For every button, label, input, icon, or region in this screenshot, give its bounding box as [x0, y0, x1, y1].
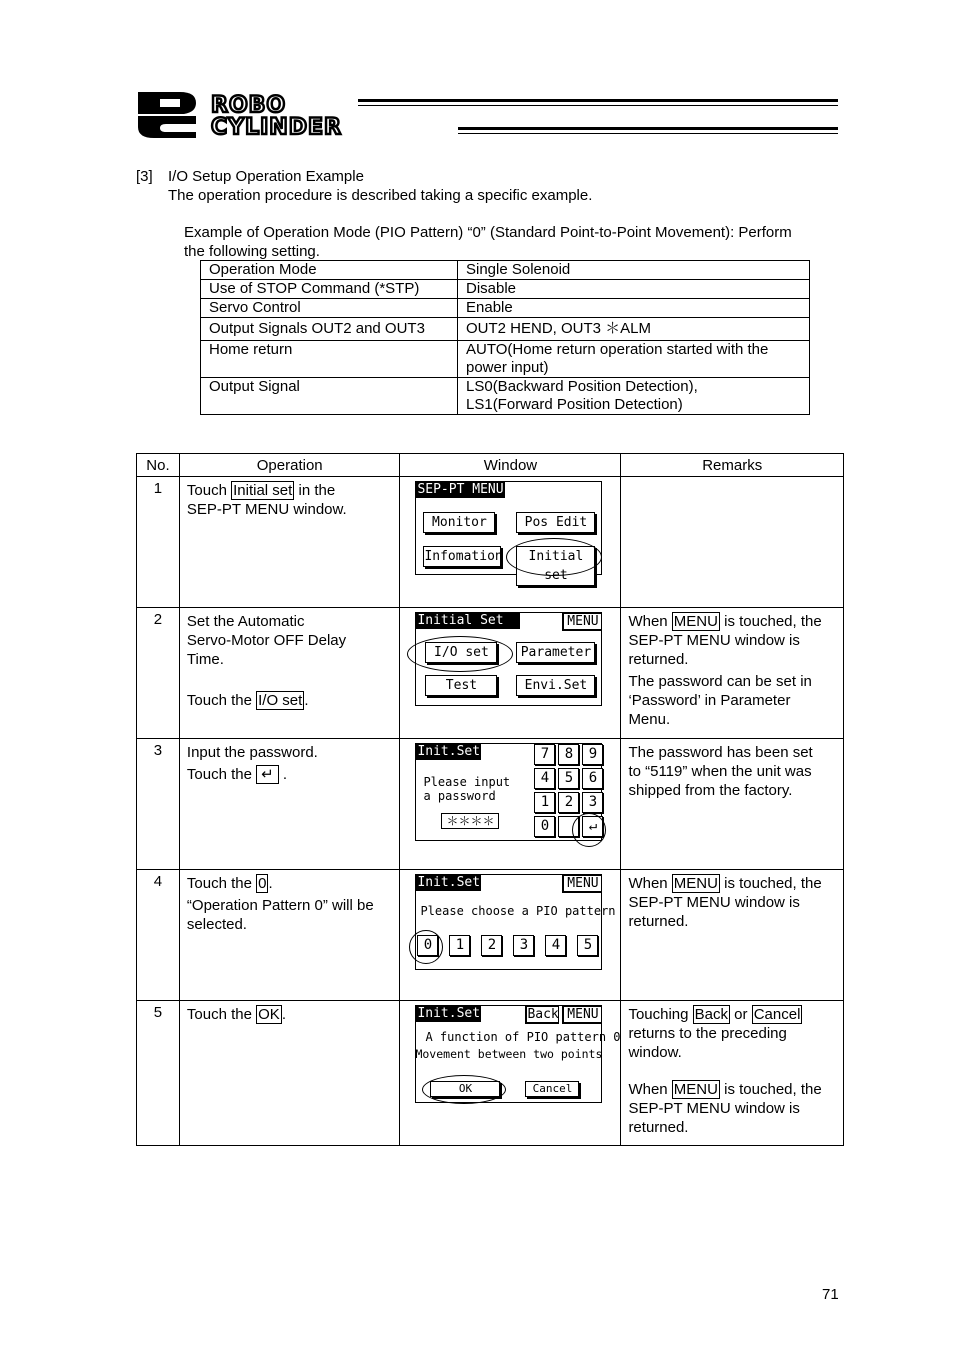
remarks-cell — [621, 739, 844, 870]
highlight-circle — [506, 538, 602, 576]
example-text-line2: the following setting. — [184, 243, 320, 260]
pos-edit-button[interactable]: Pos Edit — [516, 512, 595, 533]
enter-key[interactable]: ↵ — [582, 816, 603, 837]
op-text: SEP-PT MENU window. — [186, 501, 347, 518]
window-cell — [400, 1001, 621, 1146]
remark-text: is touched, the — [719, 613, 822, 630]
remark-text: shipped from the factory. — [628, 782, 793, 799]
screen-title: Init.Set — [417, 875, 481, 890]
digit-key-4[interactable]: 4 — [534, 768, 555, 789]
remark-text: returns to the preceding — [628, 1025, 787, 1042]
operation-cell — [179, 870, 400, 1001]
setting-name: Home return — [201, 341, 458, 378]
setting-value — [458, 280, 810, 299]
op-text: Touch the — [186, 766, 257, 783]
table-row — [137, 739, 844, 870]
logo-text-robo: ROBO — [211, 93, 287, 118]
logo-text-cylinder: CYLINDER — [211, 115, 342, 140]
pio-prompt-text: Please choose a PIO pattern — [420, 904, 616, 918]
password-field[interactable]: ＊＊＊＊ — [441, 813, 499, 829]
pio-pattern-key-3[interactable]: 3 — [513, 935, 534, 956]
setting-value-line: LS0(Backward Position Detection), — [466, 378, 698, 395]
screen-title: Initial Set — [416, 613, 520, 629]
io-set-button[interactable]: I/O set — [425, 642, 497, 663]
step-number: 4 — [137, 870, 180, 1001]
remark-text: SEP-PT MENU window is — [628, 894, 800, 911]
digit-key-3[interactable]: 3 — [582, 792, 603, 813]
setting-value — [458, 299, 810, 318]
table-row — [137, 608, 844, 739]
screen-sep-pt-menu — [415, 481, 602, 603]
op-text: Time. — [186, 651, 224, 668]
ops-header-row — [137, 454, 844, 477]
rc-logo-mark-icon — [136, 90, 206, 140]
setting-name: Output Signals OUT2 and OUT3 — [201, 318, 458, 341]
logo-rule-bottom-thin — [458, 133, 838, 134]
section-intro-text: The operation procedure is described taking a specific example. — [168, 187, 593, 204]
window-cell — [400, 870, 621, 1001]
robo-cylinder-logo — [136, 90, 841, 140]
pio-pattern-key-2[interactable]: 2 — [481, 935, 502, 956]
setting-name: Operation Mode — [201, 261, 458, 280]
key-label-menu: MENU — [673, 1081, 718, 1098]
ok-button[interactable]: OK — [430, 1081, 500, 1097]
operation-cell — [179, 739, 400, 870]
table-row — [201, 261, 810, 280]
window-cell — [400, 608, 621, 739]
key-label-zero: 0 — [258, 875, 267, 892]
remark-text: is touched, the — [719, 1081, 822, 1098]
operations-table — [136, 453, 844, 1146]
remark-text: to “5119” when the unit was — [628, 763, 812, 780]
prompt-text: Please input — [423, 775, 511, 789]
remark-text: returned. — [628, 1119, 689, 1136]
step-number: 3 — [137, 739, 180, 870]
digit-key-2[interactable]: 2 — [558, 792, 579, 813]
logo-rule-bottom — [458, 127, 838, 130]
menu-button[interactable]: MENU — [562, 613, 602, 631]
remarks-cell — [621, 608, 844, 739]
pio-pattern-key-4[interactable]: 4 — [545, 935, 566, 956]
highlight-circle — [407, 636, 513, 672]
remark-text: The password has been set — [628, 744, 813, 761]
cancel-button[interactable]: Cancel — [525, 1081, 579, 1097]
remarks-cell — [621, 477, 844, 608]
highlight-circle — [422, 1075, 506, 1104]
operation-cell — [179, 1001, 400, 1146]
setting-value — [458, 378, 810, 415]
table-row — [201, 341, 810, 378]
op-text: in the — [294, 482, 336, 499]
op-text: . — [278, 766, 288, 783]
table-row — [137, 1001, 844, 1146]
screen-confirm-pattern — [415, 1005, 621, 1127]
digit-key-1[interactable]: 1 — [534, 792, 555, 813]
digit-key-9[interactable]: 9 — [582, 744, 603, 765]
logo-rule-top-thin — [358, 105, 838, 106]
digit-key-8[interactable]: 8 — [558, 744, 579, 765]
op-text: Set the Automatic — [186, 613, 305, 630]
setting-value — [458, 261, 810, 280]
remark-text: window. — [628, 1044, 682, 1061]
screen-title: SEP-PT MENU — [417, 482, 504, 497]
envi-set-button[interactable]: Envi.Set — [516, 675, 595, 696]
remarks-cell — [621, 870, 844, 1001]
remark-text: Touching — [628, 1006, 693, 1023]
section-title: I/O Setup Operation Example — [168, 168, 364, 185]
digit-key-6[interactable]: 6 — [582, 768, 603, 789]
page-number: 71 — [822, 1286, 839, 1303]
step-number: 1 — [137, 477, 180, 608]
screen-title: Init.Set — [417, 744, 481, 759]
setting-name: Servo Control — [201, 299, 458, 318]
op-text: Touch the — [186, 1006, 257, 1023]
remark-text: ‘Password’ in Parameter — [628, 692, 791, 709]
section-number: [3] — [136, 168, 153, 185]
remark-text: The password can be set in — [628, 673, 812, 690]
menu-button[interactable]: MENU — [562, 1006, 602, 1024]
operation-cell — [179, 608, 400, 739]
op-text: . — [304, 692, 309, 709]
highlight-circle — [572, 813, 606, 847]
remark-text: or — [730, 1006, 752, 1023]
remarks-cell — [621, 1001, 844, 1146]
settings-table — [200, 260, 810, 415]
key-label-back: Back — [694, 1006, 729, 1023]
setting-name: Use of STOP Command (*STP) — [201, 280, 458, 299]
key-label-initial-set: Initial set — [233, 482, 293, 499]
table-row — [201, 318, 810, 341]
step-number: 2 — [137, 608, 180, 739]
prompt-text: a password — [423, 789, 496, 803]
setting-value-line: LS1(Forward Position Detection) — [466, 396, 683, 413]
window-cell — [400, 739, 621, 870]
screen-title: Init.Set — [417, 1006, 481, 1021]
back-button[interactable]: Back — [527, 1007, 559, 1022]
remark-text: When — [628, 1081, 672, 1098]
remark-text: SEP-PT MENU window is — [628, 632, 800, 649]
pio-pattern-key-5[interactable]: 5 — [577, 935, 598, 956]
window-cell — [400, 477, 621, 608]
setting-value-line: Disable — [466, 280, 517, 297]
op-text: Touch the — [186, 875, 257, 892]
key-label-ok: OK — [258, 1006, 280, 1023]
setting-value-line: OUT2 HEND, OUT3 ＊ALM — [466, 320, 652, 337]
table-row — [201, 299, 810, 318]
op-text: Touch — [186, 482, 232, 499]
table-row — [137, 870, 844, 1001]
setting-value — [458, 341, 810, 378]
digit-key-5[interactable]: 5 — [558, 768, 579, 789]
table-row — [201, 378, 810, 415]
remark-text: When — [628, 875, 672, 892]
monitor-button[interactable]: Monitor — [423, 512, 495, 533]
pio-pattern-key-1[interactable]: 1 — [449, 935, 470, 956]
parameter-button[interactable]: Parameter — [516, 642, 595, 663]
col-header-no: No. — [137, 454, 180, 477]
logo-rule-top — [358, 99, 838, 102]
setting-name: Output Signal — [201, 378, 458, 415]
key-label-menu: MENU — [673, 875, 718, 892]
op-text: Servo-Motor OFF Delay — [186, 632, 347, 649]
remark-text: Menu. — [628, 711, 671, 728]
op-text: . — [268, 875, 273, 892]
table-row — [137, 477, 844, 608]
menu-button[interactable]: MENU — [562, 875, 602, 893]
op-text: “Operation Pattern 0” will be — [186, 897, 374, 914]
test-button[interactable]: Test — [425, 675, 497, 696]
table-row — [201, 280, 810, 299]
screen-password-entry — [415, 743, 602, 865]
pattern-description: Movement between two points — [415, 1047, 603, 1061]
setting-value-line: Single Solenoid — [466, 261, 571, 278]
screen-pio-pattern — [415, 874, 616, 996]
op-text: . — [281, 1006, 286, 1023]
setting-value — [458, 318, 810, 341]
remark-text: SEP-PT MENU window is — [628, 1100, 800, 1117]
key-label-io-set: I/O set — [258, 692, 303, 709]
digit-key-7[interactable]: 7 — [534, 744, 555, 765]
pattern-description: A function of PIO pattern 0 — [425, 1030, 621, 1044]
enter-key-label: ↵ — [256, 765, 279, 784]
op-text: Input the password. — [186, 744, 318, 761]
step-number: 5 — [137, 1001, 180, 1146]
remark-text: returned. — [628, 913, 689, 930]
col-header-operation: Operation — [179, 454, 400, 477]
setting-value-line: AUTO(Home return operation started with the — [466, 341, 769, 358]
setting-value-line: Enable — [466, 299, 513, 316]
col-header-remarks: Remarks — [621, 454, 844, 477]
initial-set-button[interactable]: Initial set — [516, 546, 595, 586]
example-text-line1: Example of Operation Mode (PIO Pattern) “0” (Standard Point-to-Point Movement): Perform — [184, 224, 792, 241]
setting-value-line: power input) — [466, 359, 549, 376]
col-header-window: Window — [400, 454, 621, 477]
key-label-menu: MENU — [673, 613, 718, 630]
screen-initial-set — [415, 612, 602, 734]
remark-text: returned. — [628, 651, 689, 668]
remark-text: is touched, the — [719, 875, 822, 892]
remark-text: When — [628, 613, 672, 630]
pio-pattern-key-0[interactable]: 0 — [417, 935, 438, 956]
operation-cell — [179, 477, 400, 608]
information-button[interactable]: Infomation — [423, 546, 501, 567]
op-text: selected. — [186, 916, 247, 933]
op-text: Touch the — [186, 692, 257, 709]
digit-key-0[interactable]: 0 — [534, 816, 555, 837]
key-label-cancel: Cancel — [753, 1006, 801, 1023]
